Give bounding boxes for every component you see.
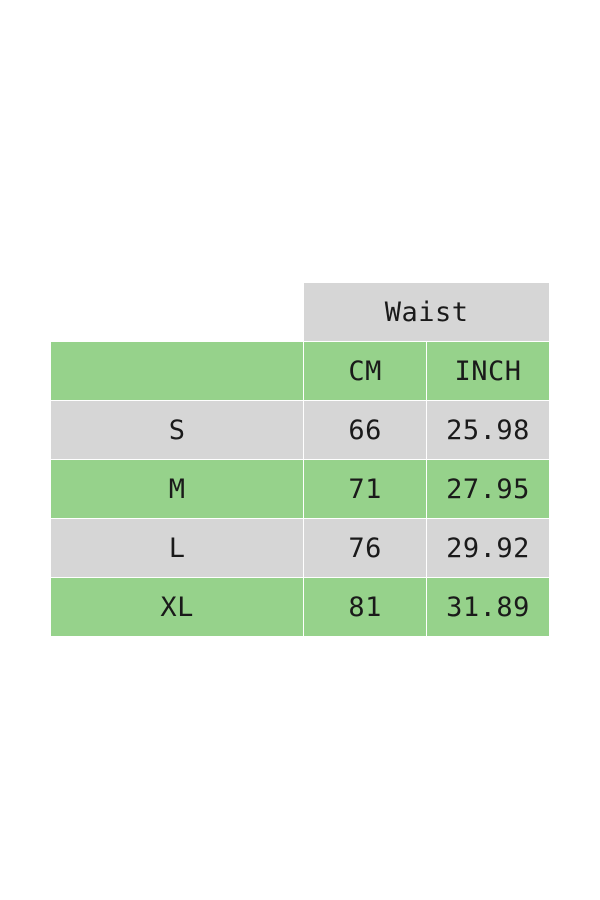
table-row — [51, 578, 550, 637]
header-size-blank — [51, 342, 304, 401]
table-row-header-group — [51, 283, 550, 342]
cell-size-xl: XL — [51, 578, 304, 637]
cell-cm-l: 76 — [304, 519, 427, 578]
cell-size-m: M — [51, 460, 304, 519]
size-chart-table — [50, 282, 550, 637]
cell-inch-xl: 31.89 — [427, 578, 550, 637]
cell-cm-m: 71 — [304, 460, 427, 519]
table-row-header-units — [51, 342, 550, 401]
table-row — [51, 519, 550, 578]
table-row — [51, 401, 550, 460]
header-unit-inch: INCH — [427, 342, 550, 401]
header-corner-blank — [51, 283, 304, 342]
cell-cm-xl: 81 — [304, 578, 427, 637]
cell-inch-l: 29.92 — [427, 519, 550, 578]
cell-size-s: S — [51, 401, 304, 460]
cell-inch-m: 27.95 — [427, 460, 550, 519]
cell-size-l: L — [51, 519, 304, 578]
header-waist-label: Waist — [304, 283, 550, 342]
size-chart-container — [50, 282, 550, 637]
cell-inch-s: 25.98 — [427, 401, 550, 460]
cell-cm-s: 66 — [304, 401, 427, 460]
header-unit-cm: CM — [304, 342, 427, 401]
table-row — [51, 460, 550, 519]
